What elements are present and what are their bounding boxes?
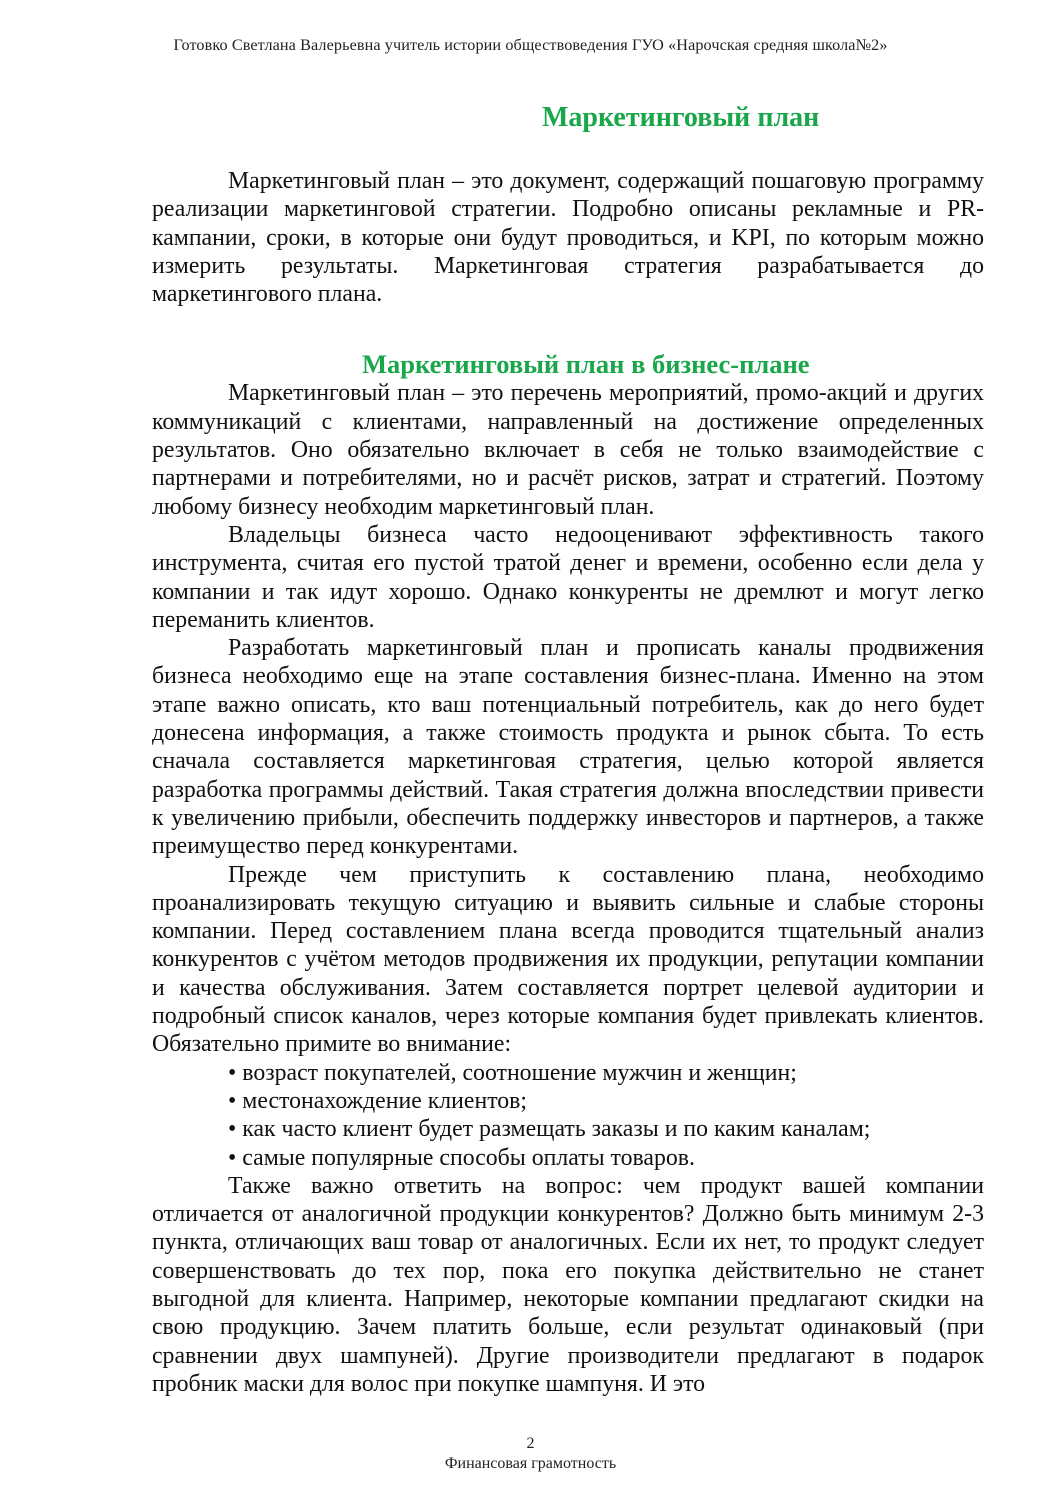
intro-paragraph: Маркетинговый план – это документ, содержащий пошаговую программу реализации маркетинговой стратегии. Подробно описаны рекламные и PR-кампании, сроки, в которые они будут проводиться, и KPI, по которым можно измерить результаты. Маркетинговая стратегия разрабатывается до маркетингового плана.: [152, 168, 984, 308]
page-footer: Финансовая грамотность: [444, 1455, 617, 1472]
closing-paragraph: Также важно ответить на вопрос: чем продукт вашей компании отличается от аналогичной продукции конкурентов? Должно быть минимум 2-3 пункта, отличающих ваш товар от аналогичных. Если их нет, то продукт следует совершенствовать до тех пор, пока его покупка действительно не станет выгодной для клиента. Например, некоторые компании предлагают скидки на свою продукцию. Зачем платить больше, если результат одинаковый (при сравнении двух шампуней). Другие производители предлагают в подарок пробник маски для волос при покупке шампуня. И это: [152, 1172, 984, 1397]
body-paragraph: Владельцы бизнеса часто недооценивают эффективность такого инструмента, считая его пустой тратой денег и времени, особенно если дела у компании и так идут хорошо. Однако конкуренты не дремлют и могут легко переманить клиентов.: [152, 521, 984, 633]
body-paragraph: Прежде чем приступить к составлению плана, необходимо проанализировать текущую ситуацию и выявить сильные и слабые стороны компании. Перед составлением плана всегда проводится тщательный анализ конкурентов с учётом методов продвижения их продукции, репутации компании и качества обслуживания. Затем составляется портрет целевой аудитории и подробный список каналов, через которые компания будет привлекать клиентов. Обязательно примите во внимание:: [152, 861, 984, 1058]
bullet-list: [152, 1059, 984, 1172]
list-item: • местонахождение клиентов;: [228, 1087, 984, 1115]
list-item: • возраст покупателей, соотношение мужчин и женщин;: [228, 1059, 984, 1087]
section-subtitle: Маркетинговый план в бизнес-плане: [362, 349, 810, 380]
page-title: Маркетинговый план: [542, 102, 820, 133]
list-item: • самые популярные способы оплаты товаров.: [228, 1144, 984, 1172]
page-number: 2: [526, 1435, 535, 1452]
page-header: Готовко Светлана Валерьевна учитель истории обществоведения ГУО «Нарочская средняя школа№2»: [173, 36, 888, 54]
document-body: [152, 100, 984, 1398]
body-paragraph: Маркетинговый план – это перечень мероприятий, промо-акций и других коммуникаций с клиентами, направленный на достижение определенных результатов. Оно обязательно включает в себя не только взаимодействие с партнерами и потребителями, но и расчёт рисков, затрат и стратегий. Поэтому любому бизнесу необходим маркетинговый план.: [152, 380, 984, 520]
list-item: • как часто клиент будет размещать заказы и по каким каналам;: [228, 1115, 984, 1143]
body-paragraph: Разработать маркетинговый план и прописать каналы продвижения бизнеса необходимо еще на этапе составления бизнес-плана. Именно на этом этапе важно описать, кто ваш потенциальный потребитель, как до него будет донесена информация, а также стоимость продукта и рынок сбыта. То есть сначала составляется маркетинговая стратегия, целью которой является разработка программы действий. Такая стратегия должна впоследствии привести к увеличению прибыли, обеспечить поддержку инвесторов и партнеров, а также преимущество перед конкурентами.: [152, 635, 984, 860]
